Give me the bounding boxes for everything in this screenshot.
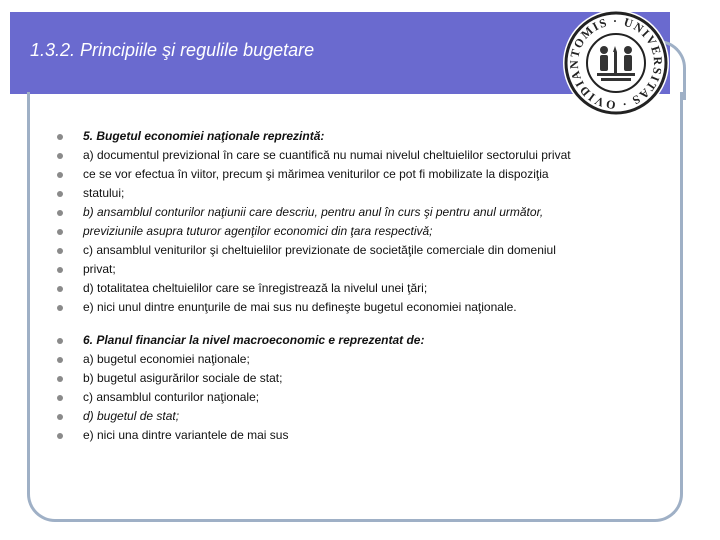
list-item: a) bugetul economiei naţionale; — [55, 350, 655, 369]
list-item: c) ansamblul veniturilor şi cheltuielilor previzionate de societăţile comerciale din domeniul — [55, 241, 655, 260]
list-item: 6. Planul financiar la nivel macroeconomic e reprezentat de: — [55, 331, 655, 350]
slide-title: 1.3.2. Principiile şi regulile bugetare — [30, 40, 315, 60]
list-item: c) ansamblul conturilor naţionale; — [55, 388, 655, 407]
list-item: ce se vor efectua în viitor, precum şi mărimea veniturilor ce pot fi mobilizate la dispoziţia — [55, 165, 655, 184]
university-seal-icon — [563, 10, 669, 116]
list-item: e) nici una dintre variantele de mai sus — [55, 426, 655, 445]
list-item: b) ansamblul conturilor naţiunii care descriu, pentru anul în curs şi pentru anul următor, — [55, 203, 655, 222]
slide-content — [55, 127, 655, 445]
question-6 — [55, 331, 655, 445]
list-item: d) bugetul de stat; — [55, 407, 655, 426]
list-item: previziunile asupra tuturor agenţilor economici din ţara respectivă; — [55, 222, 655, 241]
list-item: privat; — [55, 260, 655, 279]
list-item: d) totalitatea cheltuielilor care se înregistrează la nivelul unei ţări; — [55, 279, 655, 298]
svg-text:TOMIS · UNIVERSITAS · OVIDIANA: TOMIS · UNIVERSITAS · OVIDIAN — [566, 13, 666, 113]
list-item: 5. Bugetul economiei naţionale reprezintă: — [55, 127, 655, 146]
list-item: e) nici unul dintre enunţurile de mai sus nu defineşte bugetul economiei naţionale. — [55, 298, 655, 317]
list-item: b) bugetul asigurărilor sociale de stat; — [55, 369, 655, 388]
list-item: a) documentul previzional în care se cuantifică nu numai nivelul cheltuielilor sectorului privat — [55, 146, 655, 165]
list-item: statului; — [55, 184, 655, 203]
question-5 — [55, 127, 655, 317]
